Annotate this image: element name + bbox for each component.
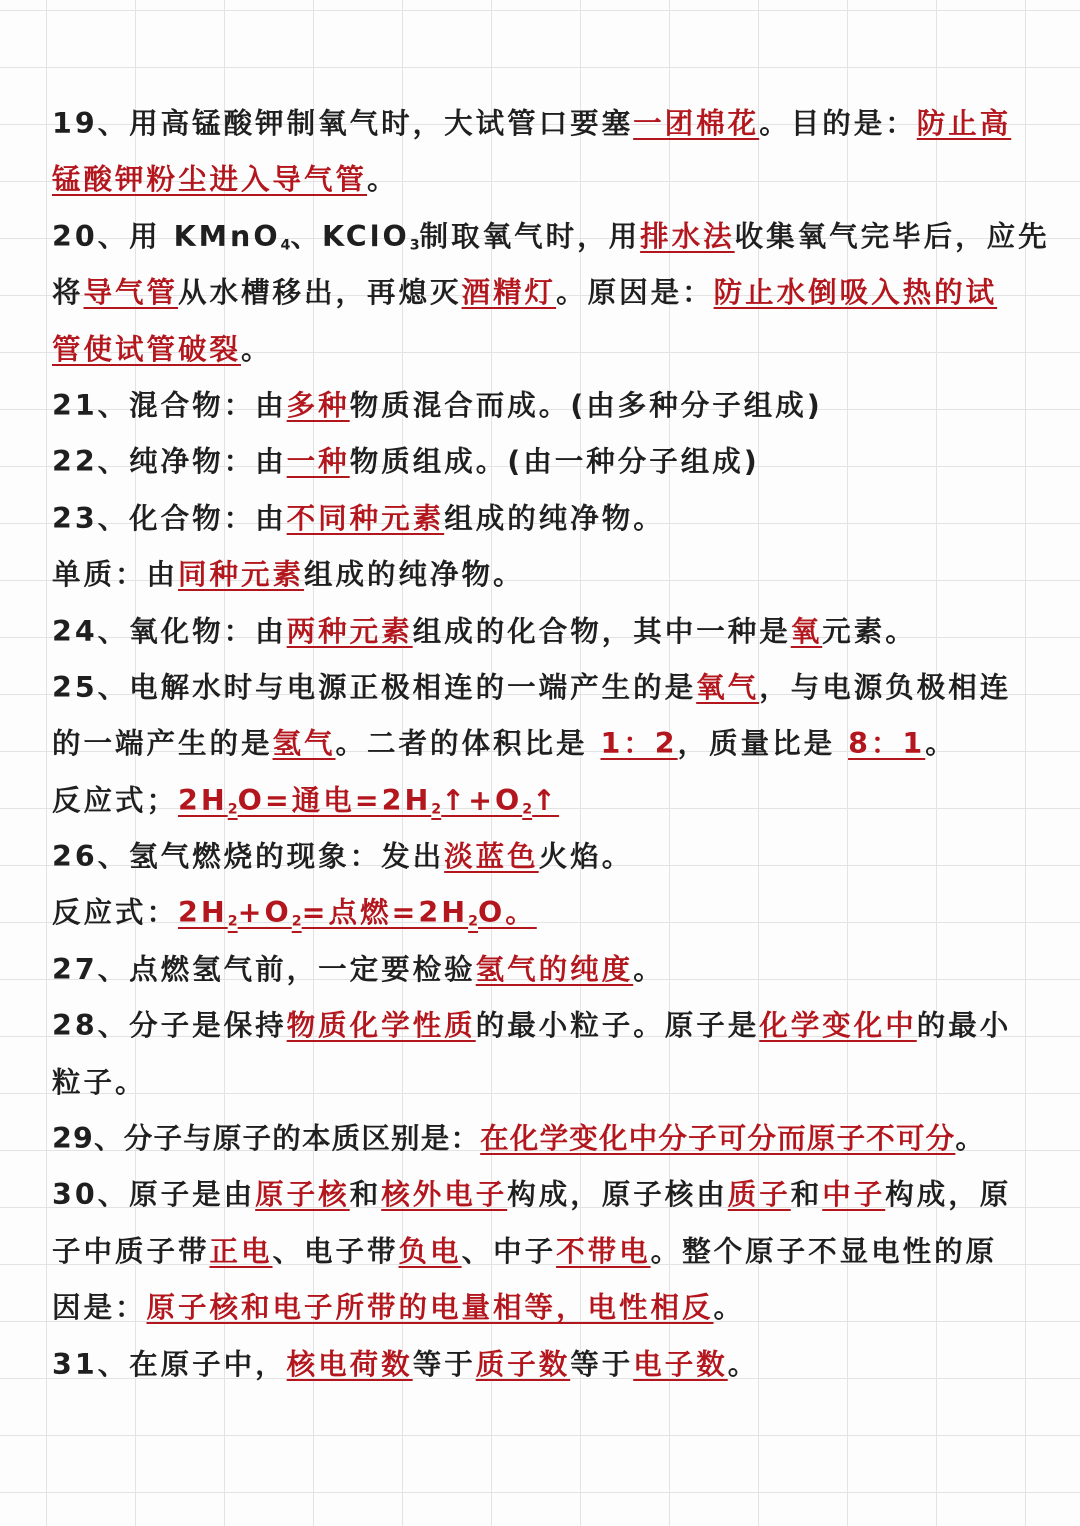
highlighted-answer: 不带电	[556, 1234, 651, 1268]
highlighted-answer: 原子核和电子所带的电量相等，电性相反	[146, 1291, 714, 1325]
text-segment: 和	[349, 1178, 382, 1212]
text-segment: 。	[633, 952, 665, 986]
text-segment: 。	[241, 332, 273, 366]
text-segment: 组成的纯净物。	[304, 558, 525, 592]
text-line	[52, 1055, 1032, 1111]
text-segment: 的最小粒子。原子是	[475, 1009, 760, 1043]
highlighted-answer: 在化学变化中分子可分而原子不可分	[480, 1122, 956, 1156]
text-segment: 25、电解水时与电源正极相连的一端产生的是	[52, 670, 697, 704]
highlighted-answer: 负电	[398, 1234, 462, 1268]
highlighted-answer: 酒精灯	[461, 276, 557, 310]
highlighted-answer: 2	[227, 801, 238, 818]
text-line	[52, 829, 1032, 885]
text-segment: 从水槽移出，再熄灭	[178, 276, 462, 310]
highlighted-answer: 中子	[822, 1178, 886, 1212]
highlighted-answer: 多种	[286, 388, 350, 422]
highlighted-answer: 同种元素	[178, 558, 305, 592]
highlighted-answer: O=通电=2H	[237, 783, 432, 817]
text-segment: 反应式；	[52, 783, 179, 817]
text-segment: 物质混合而成。(由多种分子组成)	[349, 388, 823, 422]
text-segment: 因是：	[52, 1291, 147, 1325]
text-segment: 。原因是：	[556, 276, 714, 310]
highlighted-answer: 防止高	[916, 107, 1012, 140]
text-segment: 反应式：	[52, 896, 179, 930]
text-segment: 物质组成。(由一种分子组成)	[349, 445, 760, 479]
text-line	[52, 96, 1032, 152]
text-segment: 和	[790, 1178, 823, 1212]
highlighted-answer: +O	[237, 896, 292, 930]
text-line	[52, 491, 1032, 547]
highlighted-answer: =点燃=2H	[301, 896, 469, 930]
text-segment: 。	[727, 1347, 760, 1381]
text-segment: 将	[52, 276, 84, 310]
highlighted-answer: 氢气的纯度	[475, 952, 634, 986]
text-segment: 子中质子带	[52, 1234, 210, 1268]
text-segment: 29、分子与原子的本质区别是：	[52, 1122, 481, 1156]
text-segment: ，质量比是	[677, 727, 849, 761]
text-line	[52, 209, 1050, 265]
text-segment: 。	[925, 727, 957, 761]
highlighted-answer: 两种元素	[286, 614, 413, 648]
highlighted-answer: 质子	[727, 1178, 791, 1212]
text-segment: 构成，原子核由	[507, 1178, 728, 1212]
text-line	[52, 998, 1032, 1054]
highlighted-answer: 防止水倒吸入热的试	[713, 276, 998, 310]
text-segment: 粒子。	[52, 1065, 147, 1099]
highlighted-answer: 2H	[178, 783, 228, 817]
highlighted-answer: 质子数	[475, 1347, 571, 1381]
text-segment: 火焰。	[538, 840, 634, 874]
text-segment: 19、用高锰酸钾制氧气时，大试管口要塞	[52, 107, 634, 140]
text-segment: 、KClO	[290, 219, 410, 253]
highlighted-answer: 1：2	[600, 727, 678, 761]
text-segment: 26、氢气燃烧的现象：发出	[52, 840, 445, 874]
highlighted-answer: 2H	[178, 896, 228, 930]
text-line	[52, 152, 1032, 208]
highlighted-answer: 2	[227, 914, 238, 931]
text-segment: 3	[409, 237, 420, 254]
text-segment: 、电子带	[272, 1234, 399, 1268]
highlighted-answer: 原子核	[255, 1178, 350, 1212]
text-line	[52, 885, 1032, 941]
text-line	[52, 322, 1032, 378]
text-segment: 4	[280, 237, 291, 254]
text-segment: 。	[955, 1122, 986, 1156]
highlighted-answer: 电子数	[633, 1347, 728, 1381]
text-segment: 。目的是：	[759, 107, 917, 140]
highlighted-answer: ↑+O	[441, 783, 523, 817]
highlighted-answer: ↑	[532, 783, 560, 817]
text-segment: 21、混合物：由	[52, 388, 287, 422]
text-segment: 的最小	[916, 1009, 1012, 1043]
text-segment: 元素。	[822, 614, 917, 648]
text-line	[52, 660, 1032, 716]
text-segment: 组成的化合物，其中一种是	[412, 614, 791, 648]
highlighted-answer: O。	[478, 896, 537, 930]
highlighted-answer: 淡蓝色	[444, 840, 539, 874]
text-line	[52, 942, 1032, 998]
text-segment: 构成，原	[885, 1178, 1012, 1212]
text-segment: 。二者的体积比是	[335, 727, 601, 761]
text-line	[52, 1337, 1032, 1393]
highlighted-answer: 化学变化中	[759, 1009, 917, 1043]
text-segment: 、中子	[461, 1234, 557, 1268]
highlighted-answer: 一种	[286, 445, 350, 479]
text-line	[52, 1111, 1032, 1167]
text-line	[52, 434, 1032, 490]
highlighted-answer: 2	[291, 914, 302, 931]
highlighted-answer: 排水法	[640, 219, 735, 253]
text-line	[52, 716, 1032, 772]
highlighted-answer: 管使试管破裂	[52, 332, 242, 366]
text-segment: 27、点燃氢气前，一定要检验	[52, 952, 476, 986]
highlighted-answer: 2	[468, 914, 479, 931]
text-segment: 。整个原子不显电性的原	[650, 1234, 998, 1268]
text-line	[52, 1167, 1032, 1223]
text-segment: 22、纯净物：由	[52, 445, 287, 479]
text-line	[52, 604, 1032, 660]
text-segment: 等于	[570, 1347, 634, 1381]
highlighted-answer: 8：1	[848, 727, 926, 761]
text-segment: 收集氧气完毕后，应先	[734, 219, 1050, 253]
text-segment: 23、化合物：由	[52, 501, 287, 535]
highlighted-answer: 正电	[209, 1234, 273, 1268]
highlighted-answer: 2	[431, 801, 442, 818]
text-segment: 等于	[412, 1347, 476, 1381]
highlighted-answer: 核外电子	[381, 1178, 508, 1212]
text-segment: 28、分子是保持	[52, 1009, 287, 1043]
text-segment: 。	[367, 163, 399, 197]
highlighted-answer: 一团棉花	[633, 107, 760, 140]
text-segment: 30、原子是由	[52, 1178, 256, 1212]
text-segment: ，与电源负极相连	[759, 670, 1012, 704]
highlighted-answer: 不同种元素	[286, 501, 445, 535]
text-segment: 24、氧化物：由	[52, 614, 287, 648]
highlighted-answer: 氧气	[696, 670, 760, 704]
text-line	[52, 265, 1032, 321]
text-line	[52, 547, 1032, 603]
text-segment: 组成的纯净物。	[444, 501, 665, 535]
highlighted-answer: 导气管	[83, 276, 179, 310]
text-segment: 制取氧气时，用	[419, 219, 641, 253]
highlighted-answer: 氧	[790, 614, 823, 648]
text-segment: 31、在原子中，	[52, 1347, 287, 1381]
highlighted-answer: 氢气	[272, 727, 336, 761]
text-line	[52, 1280, 1032, 1336]
highlighted-answer: 2	[522, 801, 533, 818]
text-segment: 。	[713, 1291, 746, 1325]
text-segment: 的一端产生的是	[52, 727, 273, 761]
text-line	[52, 1224, 1032, 1280]
text-segment: 20、用 KMnO	[52, 219, 281, 253]
text-line	[52, 773, 1032, 829]
text-line	[52, 378, 1032, 434]
highlighted-answer: 核电荷数	[286, 1347, 413, 1381]
text-segment: 单质：由	[52, 558, 179, 592]
highlighted-answer: 物质化学性质	[286, 1009, 476, 1043]
highlighted-answer: 锰酸钾粉尘进入导气管	[52, 163, 368, 197]
notes-page	[52, 96, 1050, 1393]
